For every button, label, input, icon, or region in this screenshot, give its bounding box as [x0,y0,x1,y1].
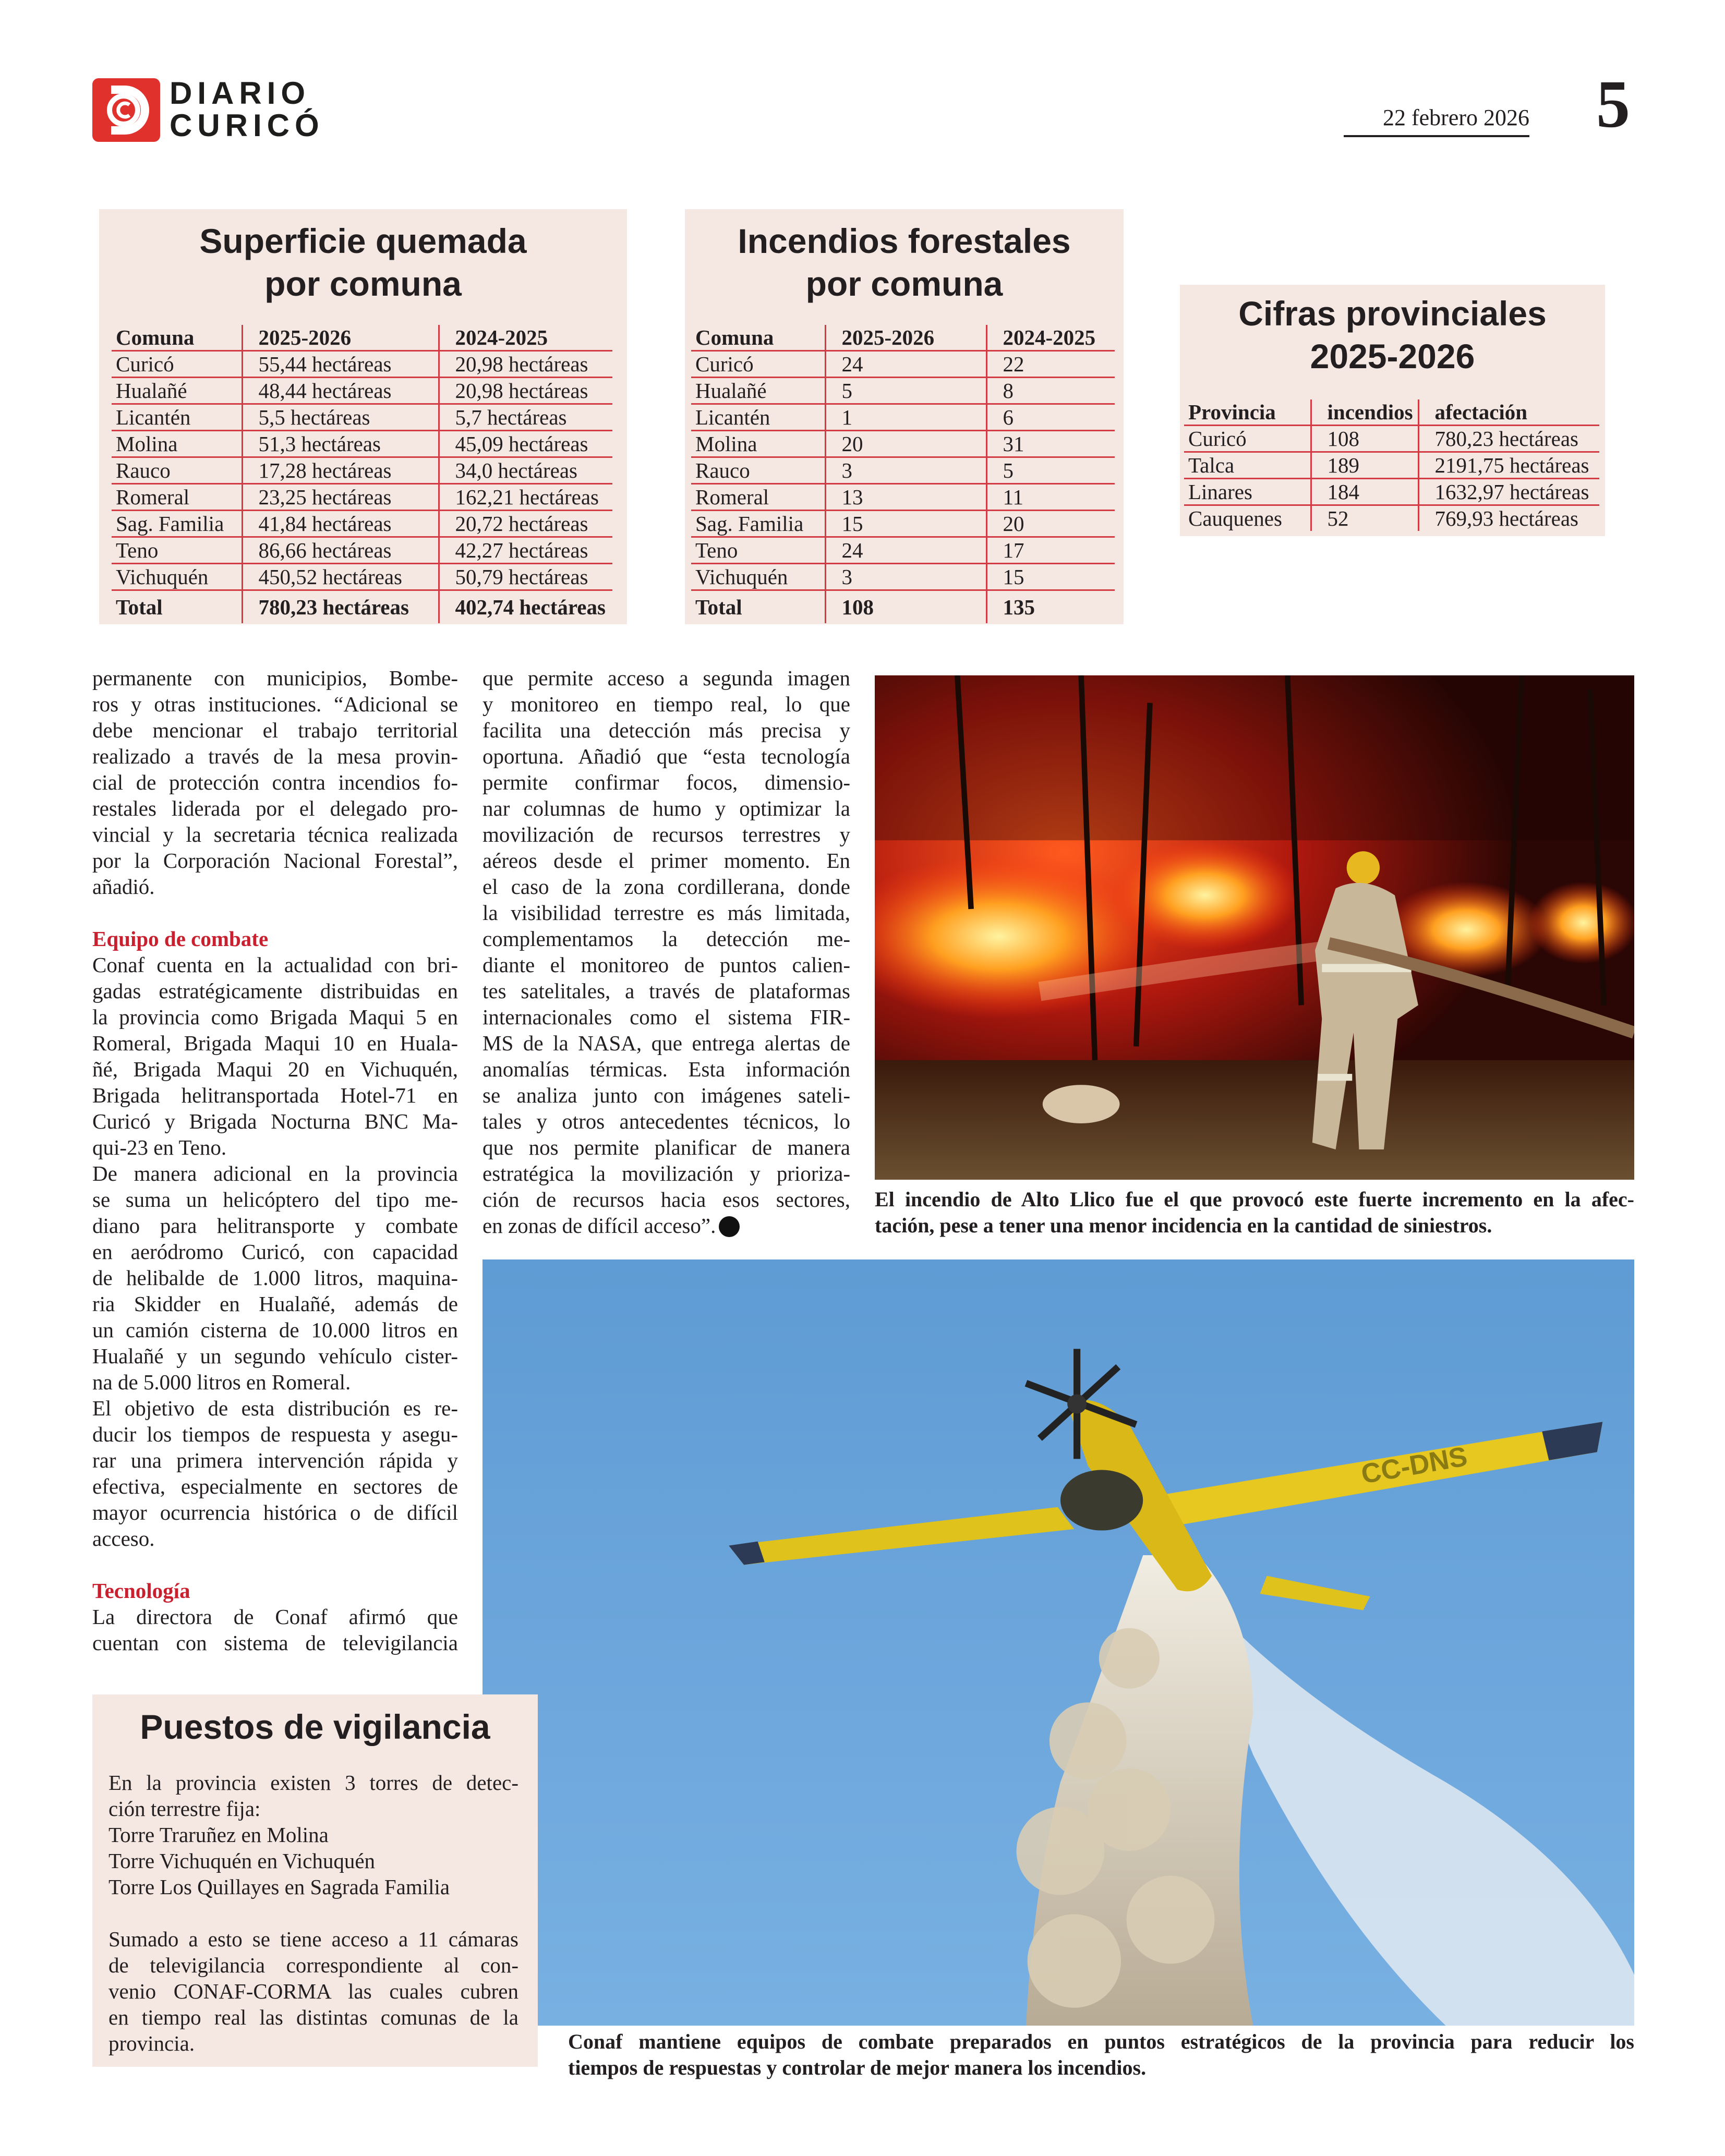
table-row [112,457,612,484]
table-row [691,378,1115,404]
text-line: el caso de la zona cordillerana, donde [482,875,850,899]
table-row [112,564,612,590]
table-cell: 51,3 hectáreas [242,431,439,457]
table-cell: 3 [825,564,986,590]
text-line: cuentan con sistema de televigilancia [92,1631,458,1655]
text-line: la provincia como Brigada Maqui 5 en [92,1005,458,1029]
issue-date: 22 febrero 2026 [1344,104,1529,137]
text-line: en zonas de difícil acceso”. [482,1213,850,1239]
text-line: restales liderada por el delegado pro- [92,796,458,820]
table-row [691,537,1115,564]
superficie-table-box [99,209,627,624]
table-row [1184,452,1599,479]
text-line: Torre Los Quillayes en Sagrada Familia [108,1875,450,1899]
column-header: 2024-2025 [986,325,1115,351]
table-cell: 1632,97 hectáreas [1418,479,1599,505]
text-line: cial de protección contra incendios fo- [92,770,458,794]
text-line: internacionales como el sistema FIR- [482,1005,850,1029]
table-cell: 52 [1311,505,1418,531]
caption-line: tiempos de respuestas y controlar de mejor manera los incendios. [568,2056,1147,2079]
diario-curico-logo-icon[interactable] [92,78,160,142]
comuna-cell: Linares [1184,479,1311,505]
column-header: afectación [1418,399,1599,426]
table-cell: 22 [986,351,1115,378]
text-line: Torre Traruñez en Molina [108,1823,329,1847]
total-row [691,590,1115,624]
table-row [112,431,612,457]
text-line: La directora de Conaf afirmó que [92,1605,458,1629]
comuna-cell: Curicó [1184,426,1311,452]
text-line: Brigada helitransportada Hotel-71 en [92,1083,458,1107]
text-line: qui-23 en Teno. [92,1135,227,1159]
column-header: 2024-2025 [439,325,612,351]
text-line: mayor ocurrencia histórica o de difícil [92,1500,458,1524]
superficie-table [112,325,612,623]
table-cell: 34,0 hectáreas [439,457,612,484]
comuna-cell: Licantén [691,404,825,431]
table-header-row [1184,399,1599,426]
fire-photo-caption [875,1186,1634,1239]
text-line: Hualañé y un segundo vehículo cister- [92,1344,458,1368]
comuna-cell: Vichuquén [112,564,242,590]
text-line: provincia. [108,2031,195,2055]
page-number: 5 [1596,67,1630,142]
text-line: Sumado a esto se tiene acceso a 11 cámaras [108,1927,518,1951]
comuna-cell: Cauquenes [1188,506,1282,530]
incendios-title [685,220,1124,305]
comuna-cell: Molina [691,431,825,457]
text-line: se suma un helicóptero del tipo me- [92,1188,458,1212]
table-cell: 2191,75 hectáreas [1418,452,1599,479]
table-row [691,351,1115,378]
total-cell: Total [116,595,163,619]
table-cell: 5 [986,457,1115,484]
total-cell: Total [695,595,742,619]
table-cell: 3 [825,457,986,484]
column-header: 2025-2026 [825,325,986,351]
article-column-2 [482,665,850,1239]
brand-name [170,77,324,142]
total-row [112,590,612,624]
text-line: anomalías térmicas. Esta información [482,1057,850,1081]
table-row [112,378,612,404]
comuna-cell: Molina [112,431,242,457]
section-heading: Tecnología [92,1579,190,1603]
text-line: Conaf cuenta en la actualidad con bri- [92,953,458,977]
text-line: gadas estratégicamente distribuidas en [92,979,458,1003]
text-line: Curicó y Brigada Nocturna BNC Ma- [92,1109,458,1133]
column-header: incendios [1311,399,1418,426]
text-line: tes satelitales, a través de plataformas [482,979,850,1003]
table-header-row [112,325,612,351]
table-cell: 42,27 hectáreas [439,537,612,564]
text-line: En la provincia existen 3 torres de detec- [108,1771,518,1795]
text-line: diano para helitransporte y combate [92,1214,458,1238]
title-line: por comuna [264,264,462,303]
comuna-cell: Romeral [691,484,825,511]
title-line: Superficie quemada [199,222,527,260]
total-cell: 108 [825,590,986,624]
plane-registration: CC-DNS [1359,1440,1470,1490]
comuna-cell: Talca [1184,452,1311,479]
comuna-cell: Hualañé [112,378,242,404]
table-cell: 86,66 hectáreas [242,537,439,564]
text-line: oportuna. Añadió que “esta tecnología [482,744,850,768]
blank-line [92,1552,458,1578]
comuna-cell: Curicó [112,351,242,378]
table-row [112,484,612,511]
text-line: Torre Vichuquén en Vichuquén [108,1849,376,1873]
caption-line: tación, pese a tener una menor incidencia en la cantidad de siniestros. [875,1214,1492,1237]
table-row [691,431,1115,457]
table-cell: 1 [825,404,986,431]
table-cell: 780,23 hectáreas [1418,426,1599,452]
comuna-cell: Rauco [112,457,242,484]
column-header: Provincia [1184,399,1311,426]
table-cell: 162,21 hectáreas [439,484,612,511]
text-line: na de 5.000 litros en Romeral. [92,1370,351,1394]
column-header: Comuna [112,325,242,351]
comuna-cell: Curicó [691,351,825,378]
table-row [691,484,1115,511]
text-line: rar una primera intervención rápida y [92,1448,458,1472]
text-line: complementamos la detección me- [482,927,850,951]
table-row [691,404,1115,431]
table-cell: 41,84 hectáreas [242,511,439,537]
text-line: debe mencionar el trabajo territorial [92,718,458,742]
total-cell: 135 [986,590,1115,624]
comuna-cell: Sag. Familia [691,511,825,537]
table-row [112,351,612,378]
text-line: ñé, Brigada Maqui 20 en Vichuquén, [92,1057,458,1081]
column-header: Comuna [691,325,825,351]
table-cell: 5,5 hectáreas [242,404,439,431]
title-line: 2025-2026 [1310,337,1475,376]
text-line: venio CONAF-CORMA las cuales cubren [108,1979,518,2003]
text-line: permanente con municipios, Bombe- [92,666,458,690]
text-line: De manera adicional en la provincia [92,1161,458,1185]
total-cell: 402,74 hectáreas [439,590,612,624]
table-row [112,537,612,564]
incendios-table [691,325,1115,623]
table-cell: 5,7 hectáreas [439,404,612,431]
text-line: acceso. [92,1527,155,1551]
table-cell: 24 [825,351,986,378]
text-line: por la Corporación Nacional Forestal”, [92,849,458,873]
table-row [112,404,612,431]
brand-line-1: DIARIO [170,76,310,111]
plane-photo-caption [568,2029,1634,2081]
title-line: Cifras provinciales [1238,294,1547,333]
blank-line [92,900,458,926]
table-cell: 11 [986,484,1115,511]
table-cell: 45,09 hectáreas [439,431,612,457]
table-cell: 13 [825,484,986,511]
table-cell: 6 [986,404,1115,431]
table-cell: 20 [825,431,986,457]
table-cell: 769,93 hectáreas [1418,505,1599,531]
text-line: efectiva, especialmente en sectores de [92,1474,458,1498]
text-line: facilita una detección más precisa y [482,718,850,742]
caption-line: El incendio de Alto Llico fue el que provocó este fuerte incremento en la afec- [875,1188,1634,1211]
text-line: añadió. [92,875,155,899]
incendios-table-box [685,209,1124,624]
caption-line: Conaf mantiene equipos de combate preparados en puntos estratégicos de la provincia para reducir los [568,2030,1634,2053]
table-cell: 450,52 hectáreas [242,564,439,590]
firefighting-plane-photo [482,1259,1634,2026]
end-of-article-icon [719,1216,740,1237]
table-row [691,457,1115,484]
table-cell: 108 [1311,426,1418,452]
puestos-title: Puestos de vigilancia [140,1707,490,1746]
table-row [1184,479,1599,505]
text-line: permite confirmar focos, dimensio- [482,770,850,794]
table-cell: 15 [986,564,1115,590]
table-cell: 17,28 hectáreas [242,457,439,484]
table-cell: 20,98 hectáreas [439,378,612,404]
table-cell: 184 [1311,479,1418,505]
total-cell: 780,23 hectáreas [242,590,439,624]
text-line: ducir los tiempos de respuesta y asegu- [92,1422,458,1446]
table-row [691,564,1115,590]
puestos-vigilancia-box [92,1694,538,2067]
text-line: que permite acceso a segunda imagen [482,666,850,690]
table-cell: 55,44 hectáreas [242,351,439,378]
text-line: en aeródromo Curicó, con capacidad [92,1240,458,1264]
text-line: se analiza junto con imágenes sateli- [482,1083,850,1107]
text-line: de helibalde de 1.000 litros, maquina- [92,1266,458,1290]
text-line: realizado a través de la mesa provin- [92,744,458,768]
comuna-cell: Sag. Familia [112,511,242,537]
comuna-cell: Hualañé [691,378,825,404]
text-line: MS de la NASA, que entrega alertas de [482,1031,850,1055]
text-line: de televigilancia correspondiente al con- [108,1953,518,1977]
table-cell: 17 [986,537,1115,564]
text-line: y monitoreo en tiempo real, lo que [482,692,850,716]
comuna-cell: Teno [691,537,825,564]
article-column-1 [92,665,458,1656]
provincial-table-box [1180,285,1605,536]
text-line: la visibilidad terrestre es más limitada, [482,901,850,925]
comuna-cell: Vichuquén [691,564,825,590]
table-row [112,511,612,537]
table-cell: 50,79 hectáreas [439,564,612,590]
table-header-row [691,325,1115,351]
text-line: vincial y la secretaria técnica realizada [92,822,458,846]
column-header: 2025-2026 [242,325,439,351]
superficie-title [99,220,627,305]
text-line: aéreos desde el primer momento. En [482,849,850,873]
table-cell: 23,25 hectáreas [242,484,439,511]
text-line: estratégica la movilización y prioriza- [482,1161,850,1185]
table-cell: 20,98 hectáreas [439,351,612,378]
table-cell: 31 [986,431,1115,457]
text-line: Romeral, Brigada Maqui 10 en Huala- [92,1031,458,1055]
provincial-title [1180,292,1605,378]
comuna-cell: Rauco [691,457,825,484]
text-line: un camión cisterna de 10.000 litros en [92,1318,458,1342]
table-row [1184,505,1599,531]
table-cell: 48,44 hectáreas [242,378,439,404]
section-heading: Equipo de combate [92,927,269,951]
puestos-text [108,1770,518,2056]
table-cell: 15 [825,511,986,537]
brand-line-2: CURICÓ [170,108,324,143]
text-line: diante el monitoreo de puntos calien- [482,953,850,977]
comuna-cell: Licantén [112,404,242,431]
wildfire-firefighter-photo [875,675,1634,1180]
text-line: ción de recursos hacia esos sectores, [482,1188,850,1212]
table-cell: 20 [986,511,1115,537]
text-line: El objetivo de esta distribución es re- [92,1396,458,1420]
title-line: Incendios forestales [738,222,1071,260]
text-line: ros y otras instituciones. “Adicional se [92,692,458,716]
text-line: movilización de recursos terrestres y [482,822,850,846]
table-cell: 20,72 hectáreas [439,511,612,537]
table-row [1184,426,1599,452]
text-line: ria Skidder en Hualañé, además de [92,1292,458,1316]
table-cell: 5 [825,378,986,404]
text-line: ción terrestre fija: [108,1797,261,1821]
table-cell: 8 [986,378,1115,404]
provincial-table [1184,399,1599,531]
table-cell: 189 [1311,452,1418,479]
text-line: en tiempo real las distintas comunas de la [108,2005,518,2029]
blank-line [108,1900,518,1926]
text-line: nar columnas de humo y optimizar la [482,796,850,820]
table-cell: 24 [825,537,986,564]
comuna-cell: Teno [112,537,242,564]
title-line: por comuna [805,264,1003,303]
table-row [691,511,1115,537]
text-line: tales y otros antecedentes técnicos, lo [482,1109,850,1133]
text-line: que nos permite planificar de manera [482,1135,850,1159]
comuna-cell: Romeral [112,484,242,511]
